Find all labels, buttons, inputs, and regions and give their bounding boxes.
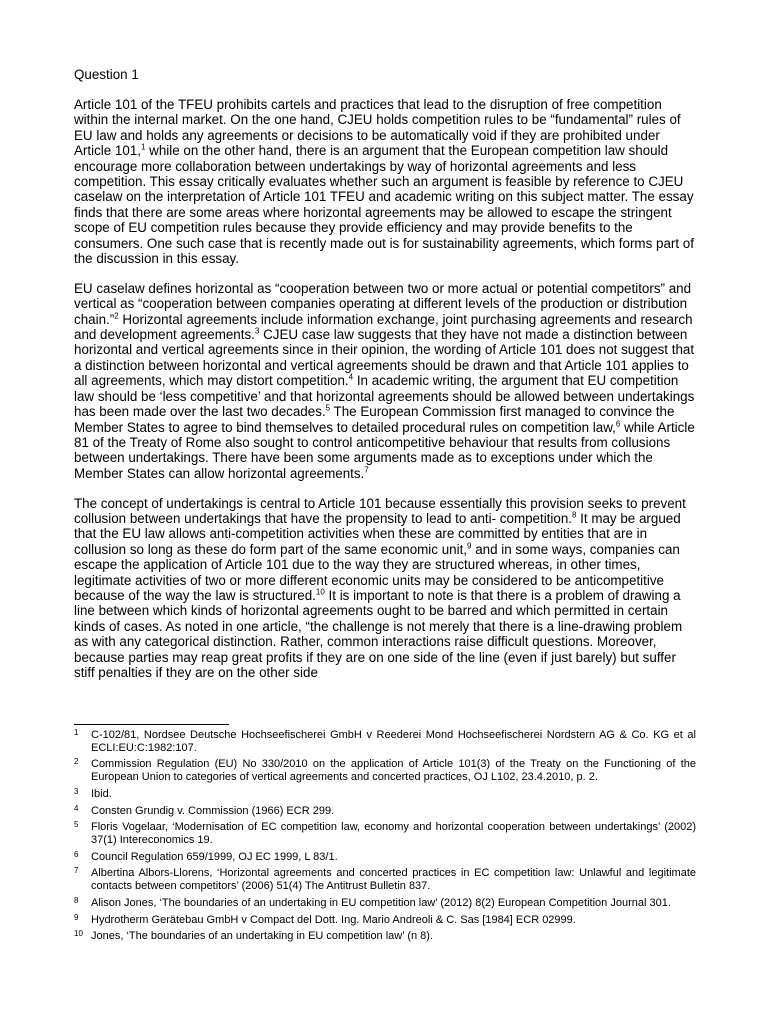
footnote-text: Floris Vogelaar, ‘Modernisation of EC competition law, economy and horizontal cooperation between undertakings’ (2002) 37(1) Intereconomics 19. bbox=[91, 821, 696, 846]
footnote-item bbox=[74, 867, 696, 892]
footnote-number: 7 bbox=[74, 866, 79, 876]
paragraph-text: and in some ways, companies can escape the application of Article 101 due to the way they are structured whereas, in other times, legitimate activities of two or more different economic units may be considered to be anticompetitive because of the way the law is structured. bbox=[74, 541, 680, 603]
footnote-text: C-102/81, Nordsee Deutsche Hochseefischerei GmbH v Reederei Mond Hochseefischerei Nordstern AG & Co. KG et al ECLI:EU:C:1982:107. bbox=[91, 729, 696, 754]
footnote-ref[interactable]: 10 bbox=[315, 587, 325, 597]
footnote-separator bbox=[74, 724, 229, 725]
body-paragraph bbox=[74, 97, 696, 266]
footnote-text: Ibid. bbox=[91, 787, 112, 800]
footnote-number: 1 bbox=[74, 728, 79, 737]
paragraph-text: CJEU case law suggests that they have not made a distinction between horizontal and vertical agreements since in their opinion, the wording of Article 101 does not suggest that a distinction between horizontal and vertical agreements should be drawn and that Article 101 applies to all agreements, which may distort competition. bbox=[74, 327, 695, 389]
footnote-number: 5 bbox=[74, 820, 79, 830]
footnote-list bbox=[74, 729, 696, 943]
footnote-text: Albertina Albors-Llorens, ‘Horizontal agreements and concerted practices in EC competition law: Unlawful and legitimate contacts between competitors’ (2006) 51(4) The Antitrust Bulletin 837. bbox=[91, 867, 696, 893]
footnote-item bbox=[74, 930, 696, 943]
footnote-item bbox=[74, 914, 696, 927]
footnote-ref[interactable]: 4 bbox=[348, 372, 354, 382]
footnote-text: Commission Regulation (EU) No 330/2010 on the application of Article 101(3) of the Treaty on the Functioning of the European Union to categories of vertical agreements and concerted practices, OJ L102, 23.4.2010, p. 2. bbox=[91, 758, 696, 783]
footnote-ref[interactable]: 8 bbox=[572, 510, 577, 520]
footnote-ref[interactable]: 6 bbox=[615, 419, 621, 429]
footnote-item bbox=[74, 851, 696, 864]
document-body bbox=[74, 66, 696, 695]
body-paragraph bbox=[74, 496, 696, 681]
body-paragraph bbox=[74, 281, 696, 481]
paragraph-text: In academic writing, the argument that EU competition law should be ‘less competitive’ and that horizontal agreements should be allowed between undertakings has been made over the last two decades. bbox=[74, 373, 695, 420]
footnote-ref[interactable]: 1 bbox=[141, 142, 146, 152]
paragraph-text: EU caselaw defines horizontal as “cooperation between two or more actual or potential competitors” and vertical as “cooperation between companies operating at different levels of the production or distribution chain.” bbox=[74, 280, 692, 327]
footnote-item bbox=[74, 758, 696, 783]
footnote-text: Hydrotherm Gerätebau GmbH v Compact del Dott. Ing. Mario Andreoli & C. Sas [1984] ECR 02999. bbox=[91, 913, 576, 926]
footnote-ref[interactable]: 2 bbox=[114, 311, 119, 321]
paragraph-text: It is important to note is that there is a problem of drawing a line between which kinds of horizontal agreements ought to be barred and which permitted in certain kinds of cases. As noted in one article, “the challenge is not merely that there is a line-drawing problem as with any categorical distinction. Rather, common interactions raise difficult questions. Moreover, because parties may reap great profits if they are on one side of the line (even if just barely) but suffer stiff penalties if they are on the other side bbox=[74, 587, 683, 680]
footnote-text: Alison Jones, ‘The boundaries of an undertaking in EU competition law’ (2012) 8(2) European Competition Journal 301. bbox=[91, 896, 671, 909]
paragraph-text: The European Commission first managed to convince the Member States to agree to bind themselves to detailed procedural rules on competition law, bbox=[74, 404, 675, 435]
footnote-item bbox=[74, 805, 696, 818]
footnote-item bbox=[74, 788, 696, 801]
footnote-number: 8 bbox=[74, 895, 79, 905]
footnote-ref[interactable]: 5 bbox=[325, 403, 331, 413]
paragraph-text: while Article 81 of the Treaty of Rome also sought to control anticompetitive behaviour that results from collusions between undertakings. There have been some arguments made as to exceptions under which the Member States can allow horizontal agreements. bbox=[74, 419, 695, 481]
footnote-number: 3 bbox=[74, 786, 79, 796]
footnote-number: 6 bbox=[74, 849, 79, 859]
paragraph-text: It may be argued that the EU law allows anti-competition activities when these are committed by entities that are in collusion so long as these do form part of the same economic unit, bbox=[74, 510, 681, 557]
footnote-number: 2 bbox=[74, 757, 79, 767]
footnote-number: 9 bbox=[74, 912, 79, 922]
footnote-item bbox=[74, 729, 696, 754]
paragraph-text: Article 101 of the TFEU prohibits cartels and practices that lead to the disruption of free competition within the internal market. On the one hand, CJEU holds competition rules to be “fundamental” rules of EU law and holds any agreements or decisions to be automatically void if they are prohibited under Article 101, bbox=[74, 97, 681, 159]
footnote-number: 4 bbox=[74, 803, 79, 813]
question-heading: Question 1 bbox=[74, 67, 139, 82]
footnote-text: Council Regulation 659/1999, OJ EC 1999, L 83/1. bbox=[91, 850, 338, 863]
paragraphs bbox=[74, 97, 696, 680]
footnote-ref[interactable]: 7 bbox=[364, 465, 369, 475]
footnote-number: 10 bbox=[74, 929, 83, 939]
paragraph-text: The concept of undertakings is central to Article 101 because essentially this provision seeks to prevent collusion between undertakings that have the propensity to lead to anti- competition. bbox=[74, 495, 686, 526]
footnote-ref[interactable]: 9 bbox=[467, 541, 472, 551]
footnote-text: Jones, ‘The boundaries of an undertaking in EU competition law’ (n 8). bbox=[91, 930, 434, 943]
footnote-text: Consten Grundig v. Commission (1966) ECR 299. bbox=[91, 804, 335, 817]
paragraph-text: while on the other hand, there is an argument that the European competition law should encourage more collaboration between undertakings by way of horizontal agreements and less competition. This essay critically evaluates whether such an argument is feasible by reference to CJEU caselaw on the interpretation of Article 101 TFEU and academic writing on this subject matter. The essay finds that there are some areas where horizontal agreements may be allowed to escape the stringent scope of EU competition rules because they provide efficiency and may provide benefits to the consumers. One such case that is recently made out is for sustainability agreements, which forms part of the discussion in this essay. bbox=[74, 143, 694, 267]
footnote-item bbox=[74, 897, 696, 910]
paragraph-text: Horizontal agreements include information exchange, joint purchasing agreements and research and development agreements. bbox=[74, 311, 693, 343]
footnote-item bbox=[74, 821, 696, 846]
footnotes-section bbox=[74, 724, 696, 947]
footnote-ref[interactable]: 3 bbox=[254, 326, 260, 336]
